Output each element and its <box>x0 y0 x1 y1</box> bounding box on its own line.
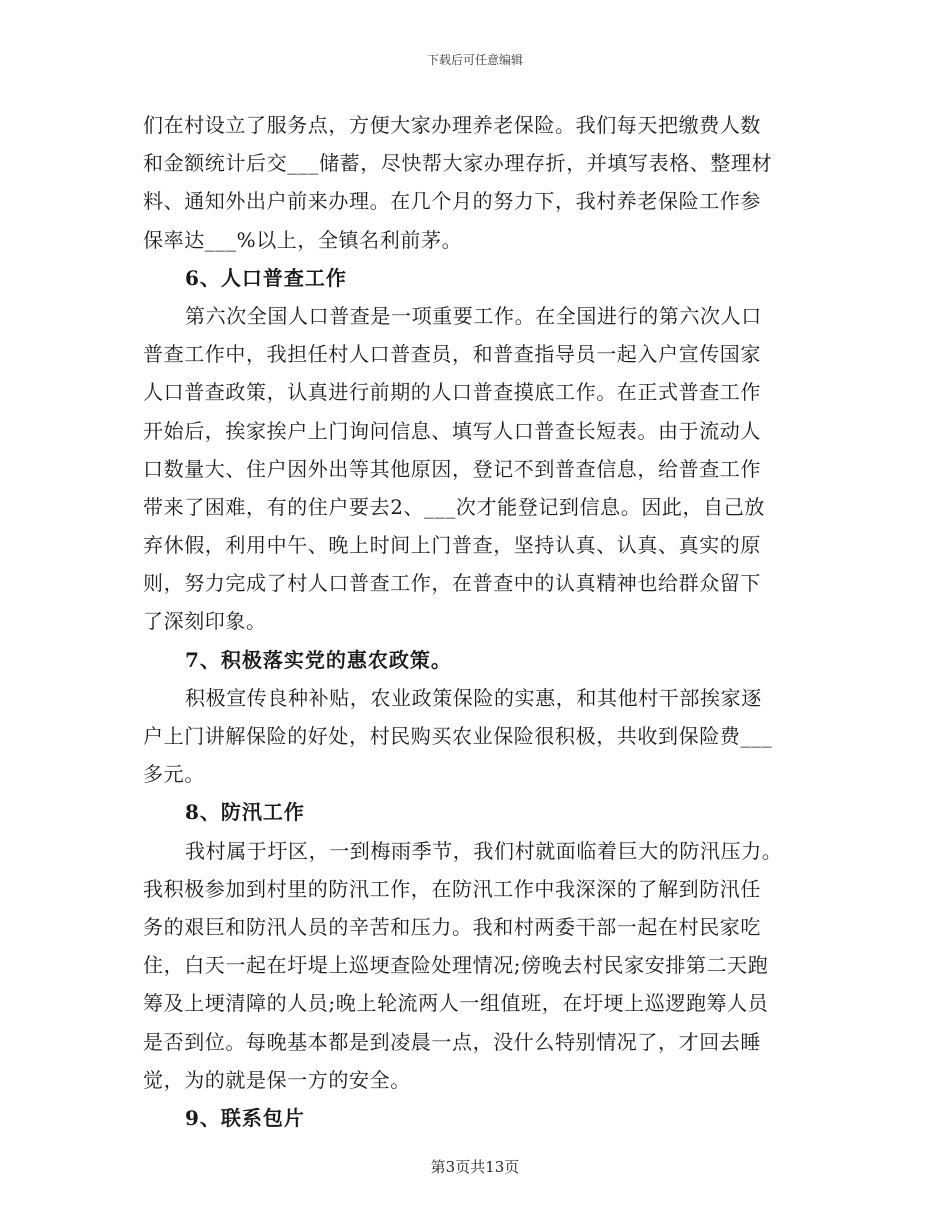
text-line: 人口普查政策，认真进行前期的人口普查摸底工作。在正式普查工作 <box>143 380 761 405</box>
text-line: 住，白天一起在圩堤上巡埂查险处理情况;傍晚去村民家安排第二天跑 <box>143 953 769 978</box>
text-line: 带来了困难，有的住户要去2、___次才能登记到信息。因此，自己放 <box>143 494 765 519</box>
page-header: 下载后可任意编辑 <box>426 53 523 67</box>
text-line: 多元。 <box>143 762 205 787</box>
section-heading: 6、人口普查工作 <box>185 265 347 290</box>
text-line: 了深刻印象。 <box>143 609 267 634</box>
text-line: 则，努力完成了村人口普查工作，在普查中的认真精神也给群众留下 <box>143 571 761 596</box>
section-heading: 9、联系包片 <box>185 1105 305 1130</box>
text-line: 弃休假，利用中午、晚上时间上门普查，坚持认真、认真、真实的原 <box>143 533 761 558</box>
page-footer: 第3页共13页 <box>430 1158 520 1176</box>
text-line: 料、通知外出户前来办理。在几个月的努力下，我村养老保险工作参 <box>143 189 761 214</box>
text-line: 积极宣传良种补贴，农业政策保险的实惠，和其他村干部挨家逐 <box>185 685 762 710</box>
document-body <box>143 106 813 1137</box>
text-line: 们在村设立了服务点，方便大家办理养老保险。我们每天把缴费人数 <box>143 113 761 137</box>
text-line: 觉，为的就是保一方的安全。 <box>143 1067 411 1092</box>
text-line: 是否到位。每晚基本都是到凌晨一点，没什么特别情况了，才回去睡 <box>143 1029 761 1054</box>
section-heading: 7、积极落实党的惠农政策。 <box>185 647 452 672</box>
text-line: 第六次全国人口普查是一项重要工作。在全国进行的第六次人口 <box>185 303 762 328</box>
text-line: 我积极参加到村里的防汛工作，在防汛工作中我深深的了解到防汛任 <box>143 876 761 901</box>
section-heading: 8、防汛工作 <box>185 800 305 825</box>
text-line: 户上门讲解保险的好处，村民购买农业保险很积极，共收到保险费___ <box>143 724 773 748</box>
text-line: 口数量大、住户因外出等其他原因，登记不到普查信息，给普查工作 <box>143 456 761 481</box>
text-line: 普查工作中，我担任村人口普查员，和普查指导员一起入户宣传国家 <box>143 342 761 367</box>
text-line: 我村属于圩区，一到梅雨季节，我们村就面临着巨大的防汛压力。 <box>185 838 783 863</box>
text-line: 开始后，挨家挨户上门询问信息、填写人口普查长短表。由于流动人 <box>143 418 761 443</box>
text-line: 和金额统计后交___储蓄，尽快帮大家办理存折，并填写表格、整理材 <box>143 151 773 176</box>
text-line: 务的艰巨和防汛人员的辛苦和压力。我和村两委干部一起在村民家吃 <box>143 914 761 939</box>
text-line: 筹及上埂清障的人员;晚上轮流两人一组值班，在圩埂上巡逻跑筹人员 <box>143 991 769 1016</box>
text-line: 保率达___%以上，全镇名利前茅。 <box>143 227 463 252</box>
